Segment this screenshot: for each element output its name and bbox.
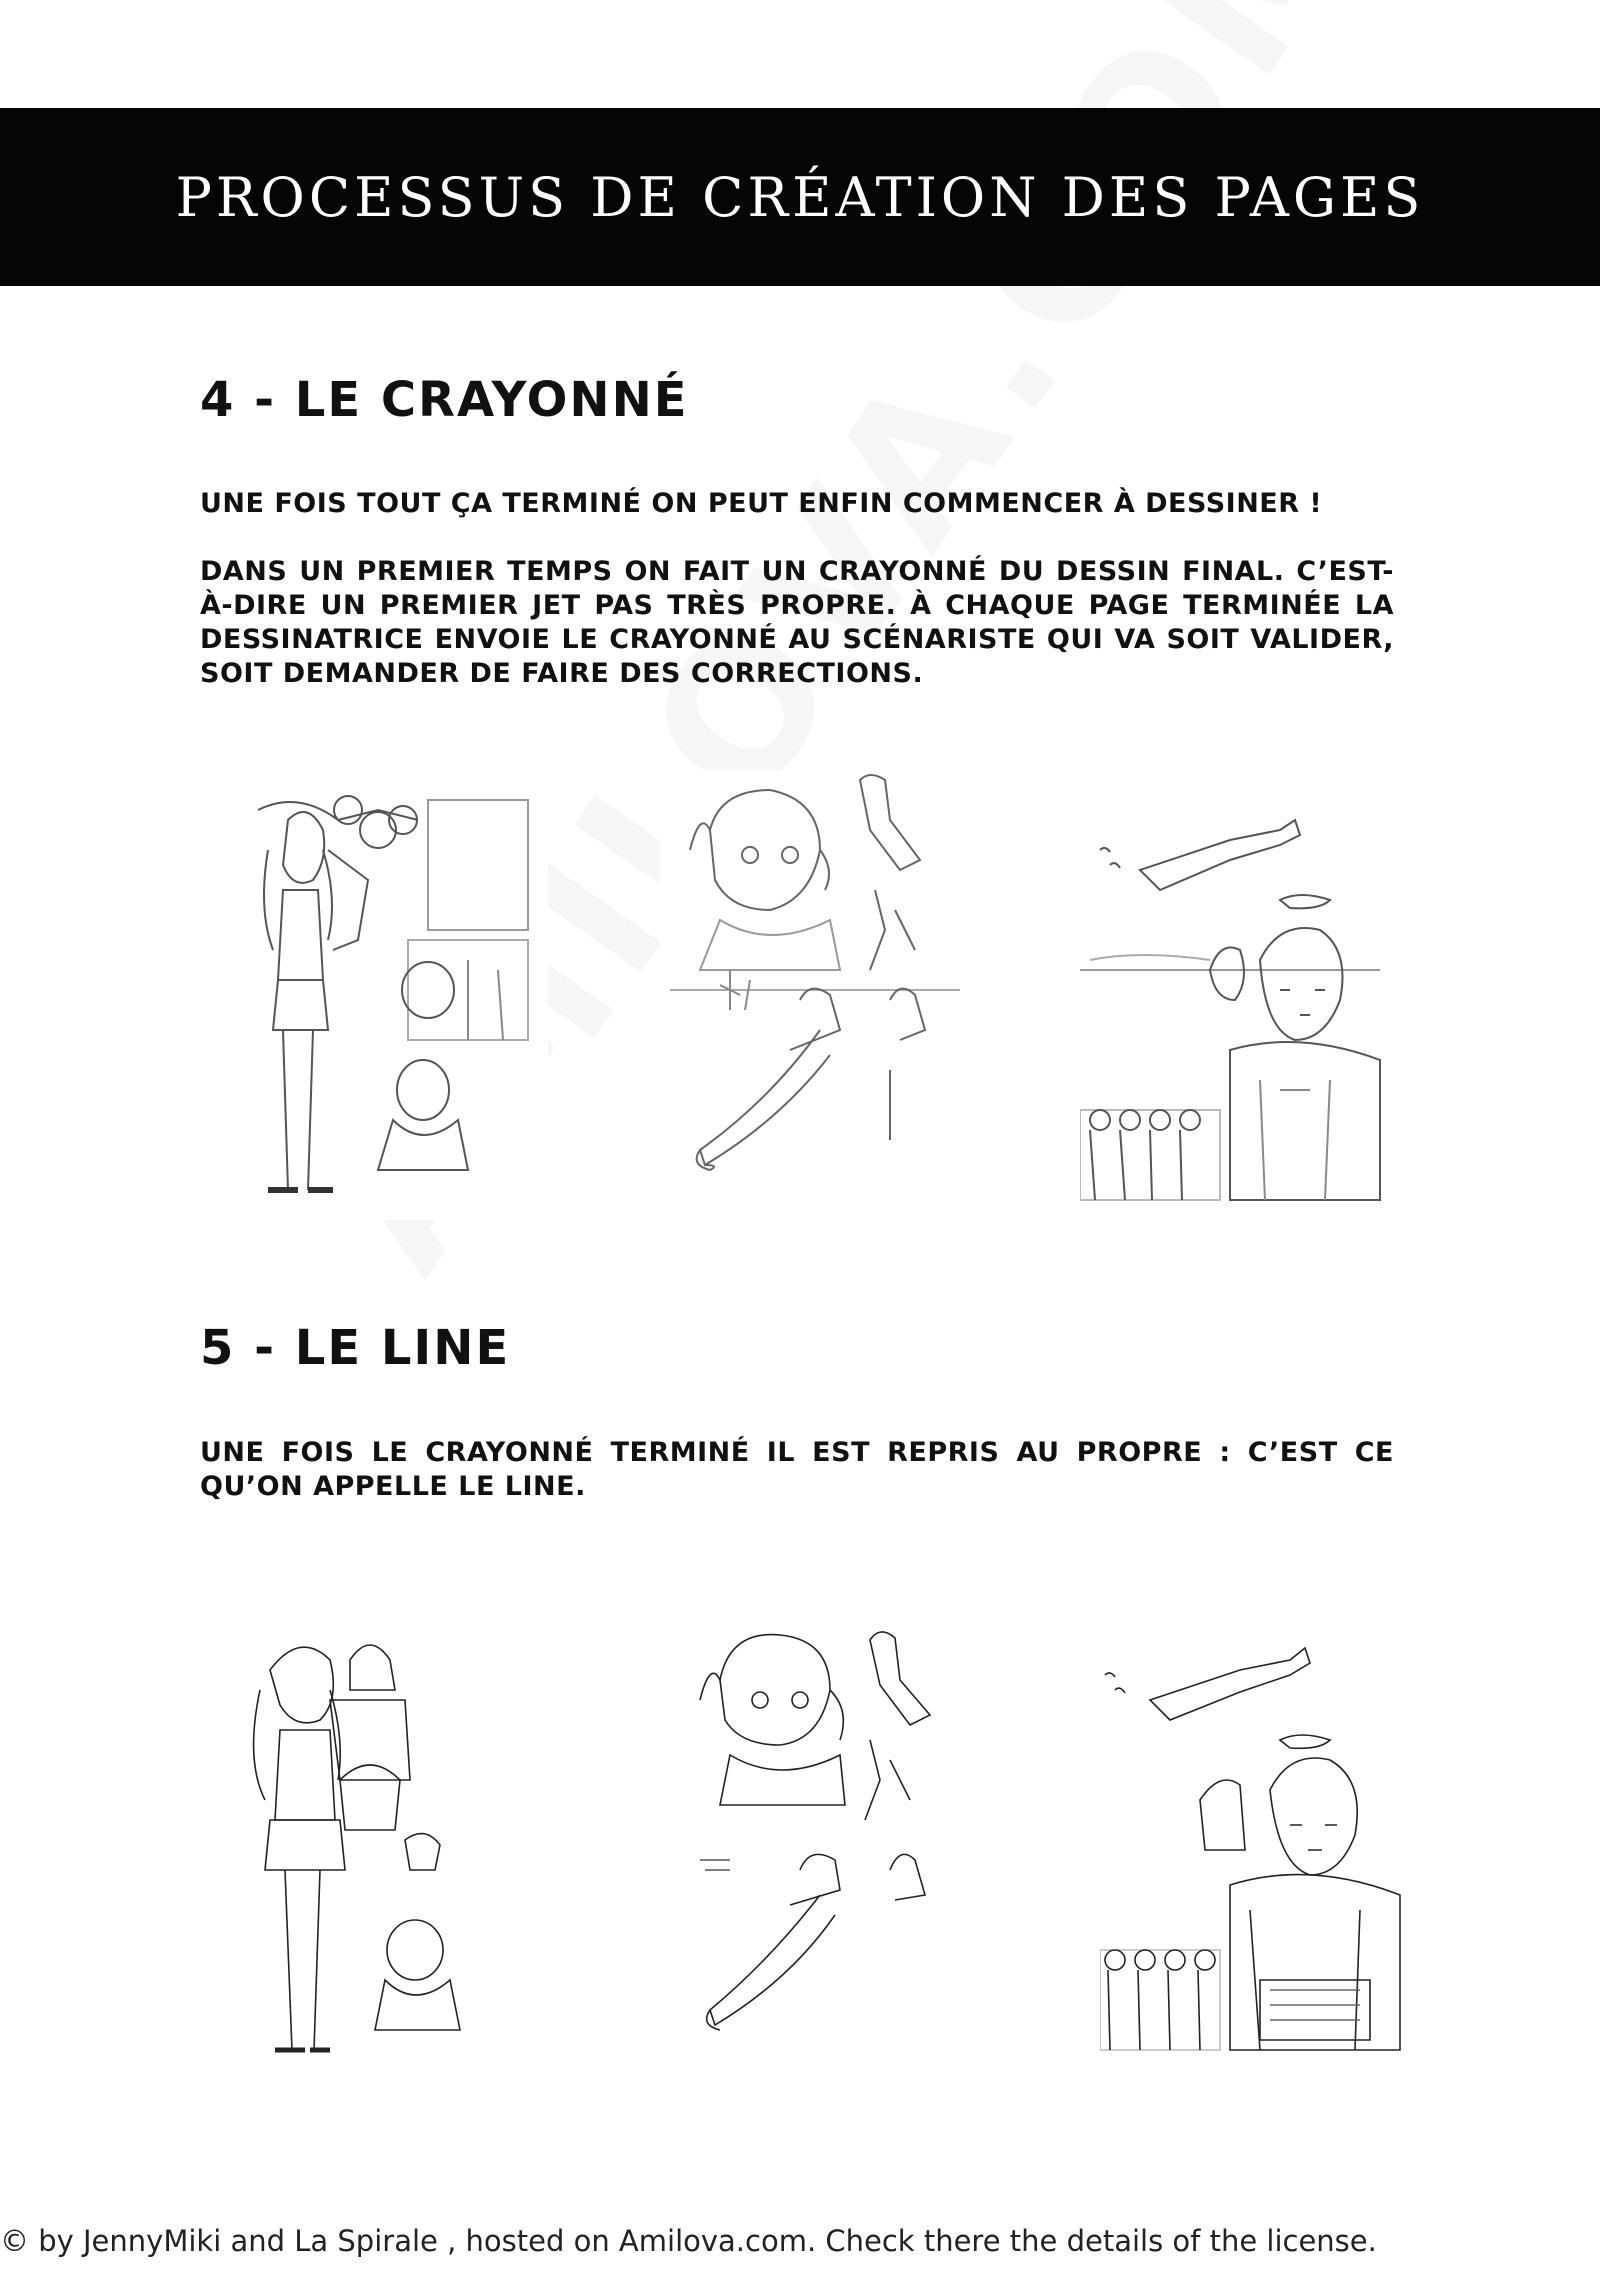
- section-title-crayonne: 4 - LE CRAYONNÉ: [200, 372, 689, 428]
- line-page-1: [230, 1630, 550, 2070]
- section-crayonne-intro: UNE FOIS TOUT ÇA TERMINÉ ON PEUT ENFIN COMMENCER À DESSINER !: [200, 488, 1323, 519]
- page-title: PROCESSUS DE CRÉATION DES PAGES: [175, 165, 1425, 229]
- line-page-3: [1100, 1620, 1420, 2060]
- section-title-line: 5 - LE LINE: [200, 1320, 511, 1376]
- copyright-footer: © by JennyMiki and La Spirale , hosted on Amilova.com. Check there the details of the license.: [0, 2224, 1377, 2258]
- sketch-page-2: [660, 770, 980, 1210]
- sketch-page-3: [1080, 790, 1400, 1210]
- section-crayonne-description: DANS UN PREMIER TEMPS ON FAIT UN CRAYONNÉ DU DESSIN FINAL. C’EST-À-DIRE UN PREMIER JET PAS TRÈS PROPRE. À CHAQUE PAGE TERMINÉE LA DESSINATRICE ENVOIE LE CRAYONNÉ AU SCÉNARISTE QUI VA SOIT VALIDER, SOIT DEMANDER DE FAIRE DES CORRECTIONS.: [200, 556, 1394, 689]
- title-banner: [0, 108, 1600, 286]
- line-page-2: [690, 1620, 1010, 2070]
- sketch-page-1: [228, 790, 548, 1220]
- section-line-description: UNE FOIS LE CRAYONNÉ TERMINÉ IL EST REPRIS AU PROPRE : C’EST CE QU’ON APPELLE LE LINE.: [200, 1437, 1394, 1502]
